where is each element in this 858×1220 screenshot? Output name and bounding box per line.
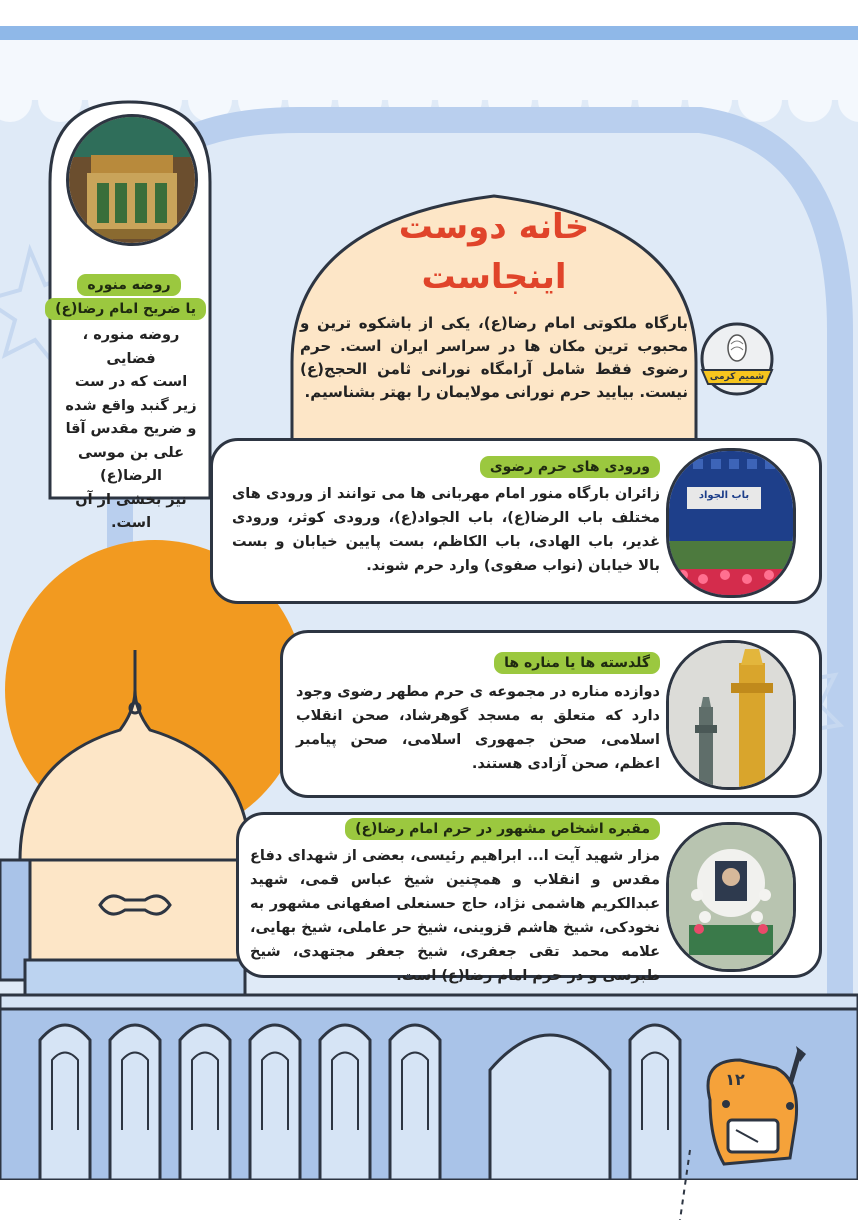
author-badge (700, 322, 774, 396)
page-title-line2: اینجاست (421, 257, 567, 297)
side-tag-subtitle: یا ضریح امام رضا(ع) (45, 298, 206, 320)
section-tag-wrap (420, 652, 660, 674)
intro-paragraph: بارگاه ملکوتی امام رضا(ع)، یکی از باشکوه ترین و محبوب ترین مکان ها در سراسر ایران است. حرم رضوی فقط شامل آرامگاه نورانی ثامن الحجج(ع) نیست. بیایید حرم نورانی مولایمان را بهتر بشناسیم. (300, 314, 688, 401)
side-text-line: است که در ست (74, 374, 188, 390)
shrine-photo (66, 114, 198, 246)
page-title-line1: خانه دوست (398, 207, 590, 247)
side-tags (66, 274, 192, 296)
author-badge-label: شمیم کرمی (709, 372, 765, 382)
mascot-illustration (700, 1040, 820, 1170)
section-tag-wrap (420, 456, 660, 478)
entrance-sign-label: باب الجواد (698, 490, 750, 501)
side-tags-2 (55, 298, 206, 320)
side-text-line: زیر گنبد واقع شده (65, 397, 197, 414)
minaret-photo (666, 640, 796, 790)
section-tag-entrances: ورودی های حرم رضوی (480, 456, 660, 478)
side-text-line: و ضریح مقدس آقا (65, 421, 197, 437)
side-text-line: علی بن موسی الرضا(ع) (77, 444, 185, 484)
tomb-photo (666, 822, 796, 972)
section-tag-tombs: مقبره اشخاص مشهور در حرم امام رضا(ع) (345, 818, 660, 840)
section-tag-minarets: گلدسته ها یا مناره ها (494, 652, 660, 674)
section-text-tombs: مزار شهید آیت ا... ابراهیم رئیسی، بعضی از شهدای دفاع مقدس و انقلاب و همچنین شیخ عباس قمی، شهید عبدالکریم هاشمی نژاد، حاج حسنعلی اصفهانی مشهور به نخودکی، شیخ هاشم قزوینی، شیخ حر عاملی، شیخ بهایی، علامه محمد تقی جعفری، شیخ جعفر مجتهدی، شیخ طبرسی و در حرم امام رضا(ع) است. (250, 848, 660, 984)
side-tag-title: روضه منوره (77, 274, 180, 296)
section-text-minarets: دوازده مناره در مجموعه ی حرم مطهر رضوی وجود دارد که متعلق به مسجد گوهرشاد، صحن انقلاب اسلامی، صحن جمهوری اسلامی، صحن پیامبر اعظم، صحن آزادی هستند. (296, 684, 660, 772)
section-text-entrances: زائران بارگاه منور امام مهربانی ها می توانند از ورودی های مختلف باب الرضا(ع)، باب الجواد(ع)، ورودی کوثر، ورودی غدیر، باب الهادی، باب الکاظم، بست پایین خیابان و بست بالا خیابان (نواب صفوی) وارد حرم شوند. (232, 486, 660, 574)
entrance-photo (666, 448, 796, 598)
section-tag-wrap (355, 818, 660, 840)
page-number: ۱۲ (725, 1070, 745, 1089)
side-text-line: نیز بخشی از آن است. (75, 491, 187, 531)
side-text (58, 324, 204, 536)
side-text-line: روضه منوره ، فضایی (82, 327, 180, 367)
